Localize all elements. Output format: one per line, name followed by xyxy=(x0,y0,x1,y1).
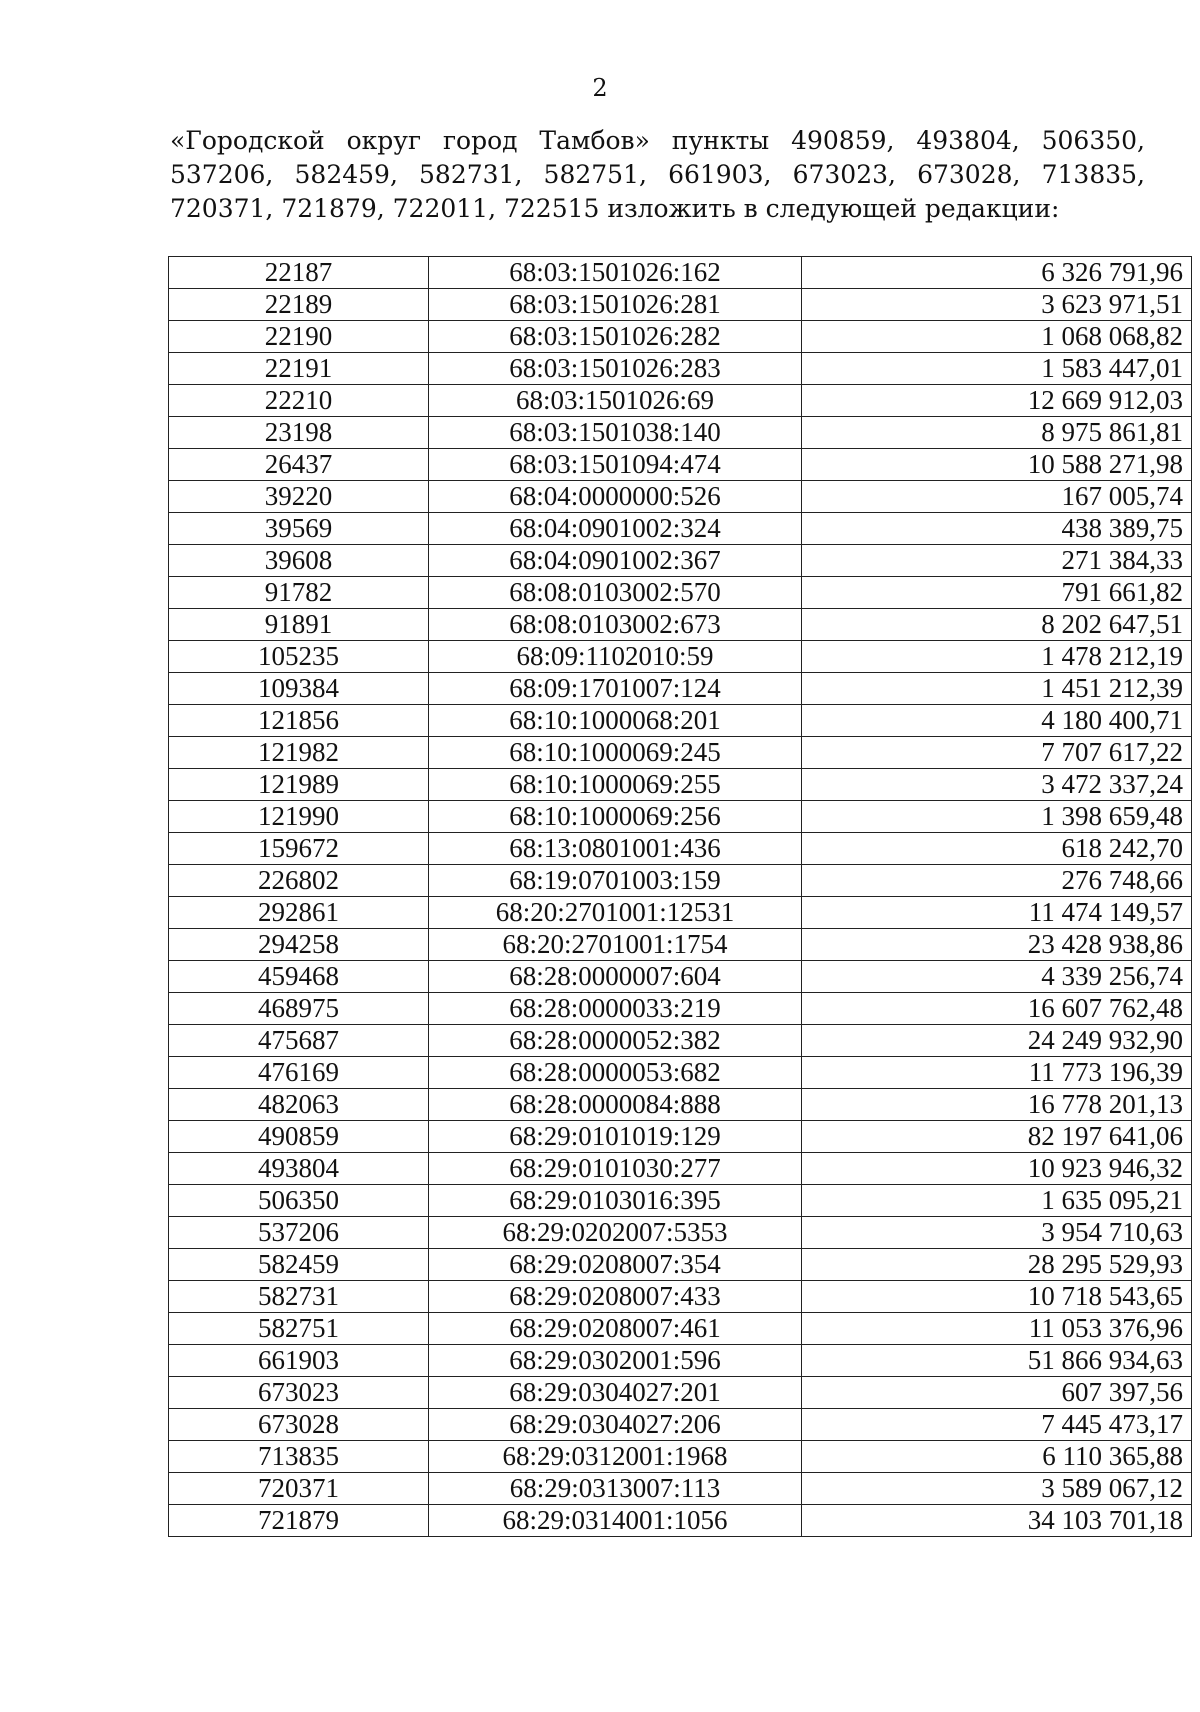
table-row xyxy=(169,993,1192,1025)
cadastral-value-cell: 276 748,66 xyxy=(802,865,1192,897)
table-row xyxy=(169,513,1192,545)
cadastral-value-cell: 607 397,56 xyxy=(802,1377,1192,1409)
cadastral-value-cell: 1 478 212,19 xyxy=(802,641,1192,673)
row-number-cell: 493804 xyxy=(169,1153,429,1185)
cadastral-value-cell: 3 472 337,24 xyxy=(802,769,1192,801)
cadastral-number-cell: 68:10:1000069:256 xyxy=(429,801,802,833)
cadastral-number-cell: 68:29:0202007:5353 xyxy=(429,1217,802,1249)
table-row xyxy=(169,481,1192,513)
cadastral-value-cell: 10 718 543,65 xyxy=(802,1281,1192,1313)
row-number-cell: 159672 xyxy=(169,833,429,865)
cadastral-value-cell: 1 583 447,01 xyxy=(802,353,1192,385)
table-row xyxy=(169,1025,1192,1057)
cadastral-number-cell: 68:03:1501026:69 xyxy=(429,385,802,417)
row-number-cell: 121989 xyxy=(169,769,429,801)
table-row xyxy=(169,1473,1192,1505)
row-number-cell: 39220 xyxy=(169,481,429,513)
table-row xyxy=(169,1345,1192,1377)
cadastral-number-cell: 68:13:0801001:436 xyxy=(429,833,802,865)
cadastral-number-cell: 68:29:0313007:113 xyxy=(429,1473,802,1505)
row-number-cell: 673023 xyxy=(169,1377,429,1409)
row-number-cell: 22187 xyxy=(169,257,429,289)
table-row xyxy=(169,1313,1192,1345)
table-row xyxy=(169,1409,1192,1441)
row-number-cell: 22210 xyxy=(169,385,429,417)
row-number-cell: 582751 xyxy=(169,1313,429,1345)
cadastral-value-cell: 11 773 196,39 xyxy=(802,1057,1192,1089)
cadastral-number-cell: 68:29:0208007:354 xyxy=(429,1249,802,1281)
cadastral-number-cell: 68:09:1701007:124 xyxy=(429,673,802,705)
page-number: 2 xyxy=(592,74,608,102)
row-number-cell: 23198 xyxy=(169,417,429,449)
cadastral-number-cell: 68:03:1501094:474 xyxy=(429,449,802,481)
row-number-cell: 537206 xyxy=(169,1217,429,1249)
cadastral-value-cell: 1 635 095,21 xyxy=(802,1185,1192,1217)
table-row xyxy=(169,577,1192,609)
table-row xyxy=(169,1281,1192,1313)
cadastral-value-cell: 4 180 400,71 xyxy=(802,705,1192,737)
cadastral-number-cell: 68:04:0000000:526 xyxy=(429,481,802,513)
cadastral-value-cell: 6 326 791,96 xyxy=(802,257,1192,289)
cadastral-number-cell: 68:29:0304027:201 xyxy=(429,1377,802,1409)
row-number-cell: 294258 xyxy=(169,929,429,961)
cadastral-value-cell: 28 295 529,93 xyxy=(802,1249,1192,1281)
cadastral-value-cell: 7 445 473,17 xyxy=(802,1409,1192,1441)
row-number-cell: 109384 xyxy=(169,673,429,705)
cadastral-number-cell: 68:29:0304027:206 xyxy=(429,1409,802,1441)
table-body xyxy=(169,257,1192,1537)
cadastral-number-cell: 68:04:0901002:324 xyxy=(429,513,802,545)
cadastral-value-cell: 1 068 068,82 xyxy=(802,321,1192,353)
table-row xyxy=(169,545,1192,577)
cadastral-number-cell: 68:03:1501026:282 xyxy=(429,321,802,353)
cadastral-value-cell: 438 389,75 xyxy=(802,513,1192,545)
row-number-cell: 91891 xyxy=(169,609,429,641)
table-row xyxy=(169,641,1192,673)
table-row xyxy=(169,417,1192,449)
cadastral-value-cell: 1 451 212,39 xyxy=(802,673,1192,705)
cadastral-value-cell: 82 197 641,06 xyxy=(802,1121,1192,1153)
cadastral-number-cell: 68:29:0101019:129 xyxy=(429,1121,802,1153)
cadastral-number-cell: 68:04:0901002:367 xyxy=(429,545,802,577)
row-number-cell: 105235 xyxy=(169,641,429,673)
row-number-cell: 39569 xyxy=(169,513,429,545)
cadastral-value-cell: 791 661,82 xyxy=(802,577,1192,609)
table-row xyxy=(169,929,1192,961)
cadastral-value-table xyxy=(168,256,1192,1537)
cadastral-number-cell: 68:28:0000052:382 xyxy=(429,1025,802,1057)
cadastral-value-cell: 618 242,70 xyxy=(802,833,1192,865)
row-number-cell: 720371 xyxy=(169,1473,429,1505)
cadastral-number-cell: 68:28:0000033:219 xyxy=(429,993,802,1025)
row-number-cell: 121982 xyxy=(169,737,429,769)
cadastral-number-cell: 68:29:0103016:395 xyxy=(429,1185,802,1217)
row-number-cell: 91782 xyxy=(169,577,429,609)
row-number-cell: 482063 xyxy=(169,1089,429,1121)
table-row xyxy=(169,1089,1192,1121)
table-row xyxy=(169,673,1192,705)
cadastral-value-cell: 3 589 067,12 xyxy=(802,1473,1192,1505)
table-row xyxy=(169,801,1192,833)
cadastral-value-cell: 6 110 365,88 xyxy=(802,1441,1192,1473)
row-number-cell: 475687 xyxy=(169,1025,429,1057)
table-row xyxy=(169,1505,1192,1537)
table-row xyxy=(169,961,1192,993)
cadastral-number-cell: 68:29:0302001:596 xyxy=(429,1345,802,1377)
cadastral-value-cell: 167 005,74 xyxy=(802,481,1192,513)
cadastral-number-cell: 68:03:1501026:162 xyxy=(429,257,802,289)
cadastral-number-cell: 68:10:1000068:201 xyxy=(429,705,802,737)
table-row xyxy=(169,769,1192,801)
row-number-cell: 582459 xyxy=(169,1249,429,1281)
cadastral-value-cell: 16 778 201,13 xyxy=(802,1089,1192,1121)
row-number-cell: 26437 xyxy=(169,449,429,481)
cadastral-value-cell: 12 669 912,03 xyxy=(802,385,1192,417)
cadastral-number-cell: 68:10:1000069:255 xyxy=(429,769,802,801)
cadastral-number-cell: 68:20:2701001:12531 xyxy=(429,897,802,929)
cadastral-value-cell: 10 923 946,32 xyxy=(802,1153,1192,1185)
row-number-cell: 292861 xyxy=(169,897,429,929)
cadastral-value-cell: 10 588 271,98 xyxy=(802,449,1192,481)
row-number-cell: 713835 xyxy=(169,1441,429,1473)
table-row xyxy=(169,609,1192,641)
cadastral-value-cell: 8 975 861,81 xyxy=(802,417,1192,449)
table-row xyxy=(169,289,1192,321)
cadastral-value-cell: 3 623 971,51 xyxy=(802,289,1192,321)
cadastral-number-cell: 68:03:1501038:140 xyxy=(429,417,802,449)
cadastral-number-cell: 68:03:1501026:283 xyxy=(429,353,802,385)
cadastral-value-cell: 271 384,33 xyxy=(802,545,1192,577)
table-row xyxy=(169,1121,1192,1153)
table-row xyxy=(169,1185,1192,1217)
table-row xyxy=(169,385,1192,417)
cadastral-number-cell: 68:28:0000007:604 xyxy=(429,961,802,993)
cadastral-value-cell: 34 103 701,18 xyxy=(802,1505,1192,1537)
table-row xyxy=(169,257,1192,289)
table-row xyxy=(169,449,1192,481)
row-number-cell: 22190 xyxy=(169,321,429,353)
row-number-cell: 490859 xyxy=(169,1121,429,1153)
table-row xyxy=(169,737,1192,769)
row-number-cell: 22191 xyxy=(169,353,429,385)
cadastral-value-cell: 51 866 934,63 xyxy=(802,1345,1192,1377)
cadastral-value-cell: 23 428 938,86 xyxy=(802,929,1192,961)
cadastral-value-cell: 8 202 647,51 xyxy=(802,609,1192,641)
cadastral-number-cell: 68:20:2701001:1754 xyxy=(429,929,802,961)
cadastral-number-cell: 68:08:0103002:570 xyxy=(429,577,802,609)
row-number-cell: 459468 xyxy=(169,961,429,993)
cadastral-number-cell: 68:29:0314001:1056 xyxy=(429,1505,802,1537)
row-number-cell: 661903 xyxy=(169,1345,429,1377)
table-row xyxy=(169,321,1192,353)
cadastral-number-cell: 68:29:0312001:1968 xyxy=(429,1441,802,1473)
table-row xyxy=(169,353,1192,385)
cadastral-number-cell: 68:29:0101030:277 xyxy=(429,1153,802,1185)
row-number-cell: 22189 xyxy=(169,289,429,321)
table-row xyxy=(169,705,1192,737)
table-row xyxy=(169,1441,1192,1473)
cadastral-number-cell: 68:19:0701003:159 xyxy=(429,865,802,897)
cadastral-number-cell: 68:28:0000053:682 xyxy=(429,1057,802,1089)
cadastral-value-cell: 7 707 617,22 xyxy=(802,737,1192,769)
row-number-cell: 468975 xyxy=(169,993,429,1025)
row-number-cell: 476169 xyxy=(169,1057,429,1089)
table-row xyxy=(169,1057,1192,1089)
cadastral-number-cell: 68:03:1501026:281 xyxy=(429,289,802,321)
row-number-cell: 506350 xyxy=(169,1185,429,1217)
cadastral-value-cell: 1 398 659,48 xyxy=(802,801,1192,833)
row-number-cell: 39608 xyxy=(169,545,429,577)
cadastral-value-cell: 11 053 376,96 xyxy=(802,1313,1192,1345)
table-row xyxy=(169,865,1192,897)
cadastral-number-cell: 68:28:0000084:888 xyxy=(429,1089,802,1121)
cadastral-number-cell: 68:09:1102010:59 xyxy=(429,641,802,673)
row-number-cell: 582731 xyxy=(169,1281,429,1313)
cadastral-value-cell: 3 954 710,63 xyxy=(802,1217,1192,1249)
cadastral-number-cell: 68:10:1000069:245 xyxy=(429,737,802,769)
row-number-cell: 721879 xyxy=(169,1505,429,1537)
row-number-cell: 673028 xyxy=(169,1409,429,1441)
intro-paragraph: «Городской округ город Тамбов» пункты 490859, 493804, 506350, 537206, 582459, 582731, 582751, 661903, 673023, 673028, 713835, 720371, 721879, 722011, 722515 изложить в следующей редакции: xyxy=(170,126,1145,223)
row-number-cell: 226802 xyxy=(169,865,429,897)
table-row xyxy=(169,1217,1192,1249)
table-row xyxy=(169,1249,1192,1281)
cadastral-number-cell: 68:29:0208007:461 xyxy=(429,1313,802,1345)
cadastral-value-cell: 4 339 256,74 xyxy=(802,961,1192,993)
table-row xyxy=(169,1153,1192,1185)
cadastral-value-cell: 24 249 932,90 xyxy=(802,1025,1192,1057)
cadastral-value-cell: 16 607 762,48 xyxy=(802,993,1192,1025)
table-row xyxy=(169,833,1192,865)
table-row xyxy=(169,1377,1192,1409)
cadastral-number-cell: 68:08:0103002:673 xyxy=(429,609,802,641)
cadastral-value-cell: 11 474 149,57 xyxy=(802,897,1192,929)
table-row xyxy=(169,897,1192,929)
row-number-cell: 121856 xyxy=(169,705,429,737)
cadastral-number-cell: 68:29:0208007:433 xyxy=(429,1281,802,1313)
row-number-cell: 121990 xyxy=(169,801,429,833)
